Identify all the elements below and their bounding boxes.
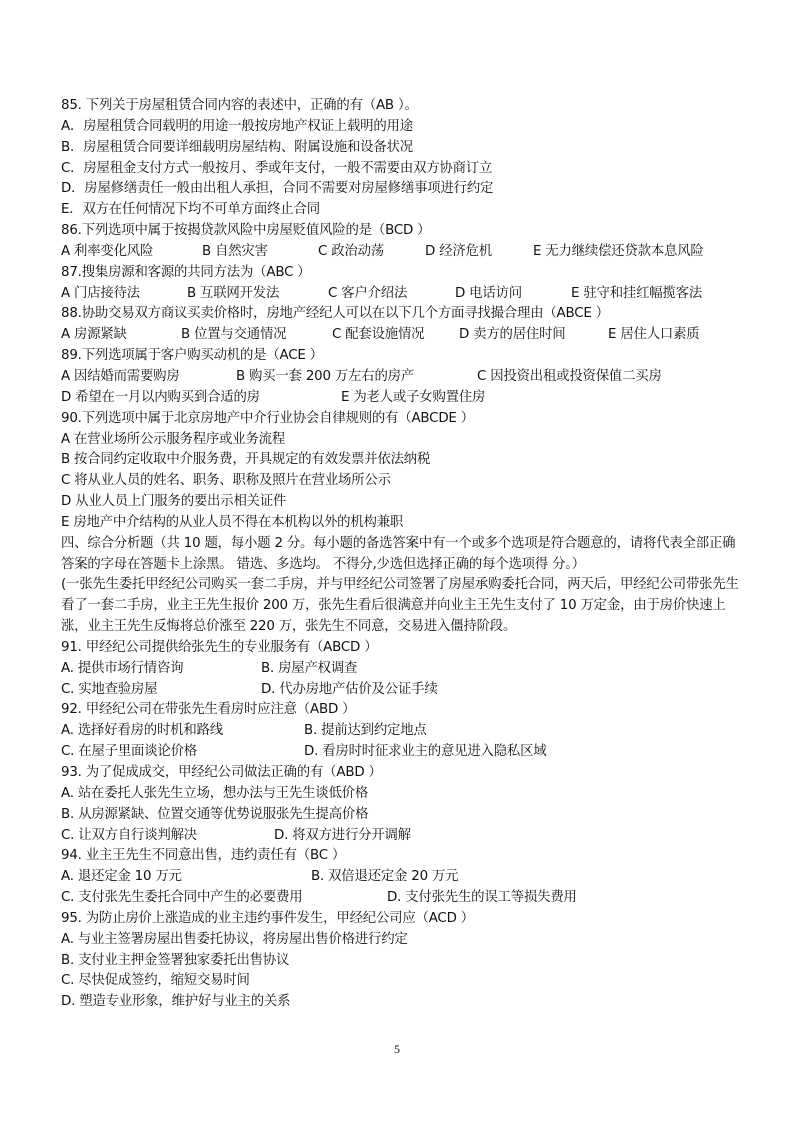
q88-option-a: A 房源紧缺	[61, 327, 127, 343]
q86-option-d: D 经济危机	[425, 243, 492, 259]
q94-option-d: D. 支付张先生的误工等损失费用	[387, 890, 577, 906]
q86-option-a: A 利率变化风险	[61, 243, 154, 259]
q93-stem: 93. 为了促成成交，甲经纪公司做法正确的有（ABD ）	[61, 765, 382, 780]
q94-option-a: A. 退还定金 10 万元	[61, 869, 182, 885]
q93-option-c: C. 让双方自行谈判解决	[61, 827, 197, 843]
q90-stem: 90.下列选项中属于北京房地产中介行业协会自律规则的有（ABCDE ）	[61, 410, 474, 426]
q91-option-c: C. 实地查验房屋	[61, 681, 158, 697]
q91-options-row2	[61, 680, 741, 701]
q89-option-a: A 因结婚而需要购房	[61, 368, 180, 384]
q85-option-b: B．房屋租赁合同要详细载明房屋结构、附属设施和设备状况	[61, 139, 413, 155]
q88-option-e: E 居住人口素质	[608, 327, 700, 343]
q91-option-a: A. 提供市场行情咨询	[61, 660, 184, 676]
q91-option-b: B. 房屋产权调查	[261, 660, 358, 676]
q92-options-row2	[61, 742, 741, 763]
case-description: (一张先生委托甲经纪公司购买一套二手房，并与甲经纪公司签署了房屋承购委托合同，两天后，甲经纪公司带张先生看了一套二手房，业主王先生报价 200 万，张先生看后很满意并向业主王先生支付了 10 万定金，由于房价快速上涨，业主王先生反悔将总价涨至 220 万，张先生不同意，交易进入僵持阶段。	[61, 577, 739, 635]
q91-stem: 91. 甲经纪公司提供给张先生的专业服务有（ABCD ）	[61, 639, 378, 655]
q92-stem: 92. 甲经纪公司在带张先生看房时应注意（ABD ）	[61, 702, 356, 718]
q89-option-b: B 购买一套 200 万左右的房产	[236, 368, 415, 384]
q85-option-d: D．房屋修缮责任一般由出租人承担，合同不需要对房屋修缮事项进行约定	[61, 181, 494, 197]
q87-option-e: E 驻守和挂红幅揽客法	[571, 285, 703, 301]
q87-option-c: C 客户介绍法	[328, 285, 408, 301]
q89-option-c: C 因投资出租或投资保值二买房	[477, 368, 662, 384]
q90-option-c: C 将从业人员的姓名、职务、职称及照片在营业场所公示	[61, 473, 391, 489]
q89-option-e: E 为老人或子女购置住房	[341, 389, 486, 405]
q88-options	[61, 325, 741, 346]
q90-option-e: E 房地产中介结构的从业人员不得在本机构以外的机构兼职	[61, 514, 404, 530]
q95-option-b: B. 支付业主押金签署独家委托出售协议	[61, 952, 290, 968]
section4-intro: 四、综合分析题（共 10 题，每小题 2 分。每小题的备选答案中有一个或多个选项是符合题意的，请将代表全部正确答案的字母在答题卡上涂黑。 错选、多选均。 不得分,少选但选择正确的每个选项得 分。）	[61, 535, 736, 572]
q93-option-b: B. 从房源紧缺、位置交通等优势说服张先生提高价格	[61, 806, 369, 822]
q88-option-c: C 配套设施情况	[332, 327, 425, 343]
q87-options	[61, 284, 741, 305]
q85-stem: 85. 下列关于房屋租赁合同内容的表述中，正确的有（AB ）。	[61, 98, 418, 113]
q91-option-d: D. 代办房地产估价及公证手续	[261, 681, 438, 697]
q95-stem: 95. 为防止房价上涨造成的业主违约事件发生，甲经纪公司应（ACD ）	[61, 910, 474, 926]
q87-stem: 87.搜集房源和客源的共同方法为（ABC ）	[61, 264, 311, 280]
q86-options	[61, 242, 741, 263]
q91-options-row1	[61, 659, 741, 680]
q95-option-d: D. 塑造专业形象，维护好与业主的关系	[61, 994, 291, 1010]
q85-option-e: E．双方在任何情况下均不可单方面终止合同	[61, 202, 320, 218]
q92-options-row1	[61, 721, 741, 742]
q90-option-d: D 从业人员上门服务的要出示相关证件	[61, 494, 287, 510]
q87-option-b: B 互联网开发法	[187, 285, 280, 301]
q88-option-d: D 卖方的居住时间	[459, 327, 566, 343]
q92-option-b: B. 提前达到约定地点	[304, 723, 427, 739]
q86-stem: 86.下列选项中属于按揭贷款风险中房屋贬值风险的是（BCD ）	[61, 223, 431, 239]
q94-stem: 94. 业主王先生不同意出售，违约责任有（BC ）	[61, 848, 346, 864]
q94-option-b: B. 双倍退还定金 20 万元	[311, 869, 459, 885]
q88-option-b: B 位置与交通情况	[181, 327, 287, 343]
q93-option-d: D. 将双方进行分开调解	[274, 827, 411, 843]
q94-options-row2	[61, 888, 741, 909]
q85-option-a: A．房屋租赁合同载明的用途一般按房地产权证上载明的用途	[61, 118, 413, 134]
q89-options-row1	[61, 367, 741, 388]
q86-option-e: E 无力继续偿还贷款本息风险	[533, 243, 704, 259]
q95-option-a: A. 与业主签署房屋出售委托协议，将房屋出售价格进行约定	[61, 931, 408, 947]
q95-option-c: C. 尽快促成签约，缩短交易时间	[61, 973, 250, 989]
q92-option-a: A. 选择好看房的时机和路线	[61, 723, 223, 739]
q90-option-b: B 按合同约定收取中介服务费，开具规定的有效发票并依法纳税	[61, 452, 431, 468]
q93-options-row3	[61, 826, 741, 847]
q86-option-b: B 自然灾害	[202, 243, 268, 259]
q89-option-d: D 希望在一月以内购买到合适的房	[61, 389, 260, 405]
q87-option-a: A 门店接待法	[61, 285, 140, 301]
q89-options-row2	[61, 388, 741, 409]
q93-option-a: A. 站在委托人张先生立场，想办法与王先生谈低价格	[61, 785, 369, 801]
q90-option-a: A 在营业场所公示服务程序或业务流程	[61, 431, 286, 447]
q89-stem: 89.下列选项属于客户购买动机的是（ACE ）	[61, 348, 323, 364]
q92-option-c: C. 在屋子里面谈论价格	[61, 744, 197, 760]
q86-option-c: C 政治动荡	[318, 243, 384, 259]
q85-option-c: C．房屋租金支付方式一般按月、季或年支付，一般不需要由双方协商订立	[61, 160, 493, 176]
q94-option-c: C. 支付张先生委托合同中产生的必要费用	[61, 890, 303, 906]
question-content	[61, 96, 741, 1013]
q87-option-d: D 电话访问	[455, 285, 522, 301]
q88-stem: 88.协助交易双方商议买卖价格时，房地产经纪人可以在以下几个方面寻找撮合理由（ABCE ）	[61, 306, 609, 322]
page-number: 5	[394, 1042, 400, 1056]
q94-options-row1	[61, 867, 741, 888]
q92-option-d: D. 看房时时征求业主的意见进入隐私区域	[304, 744, 547, 760]
